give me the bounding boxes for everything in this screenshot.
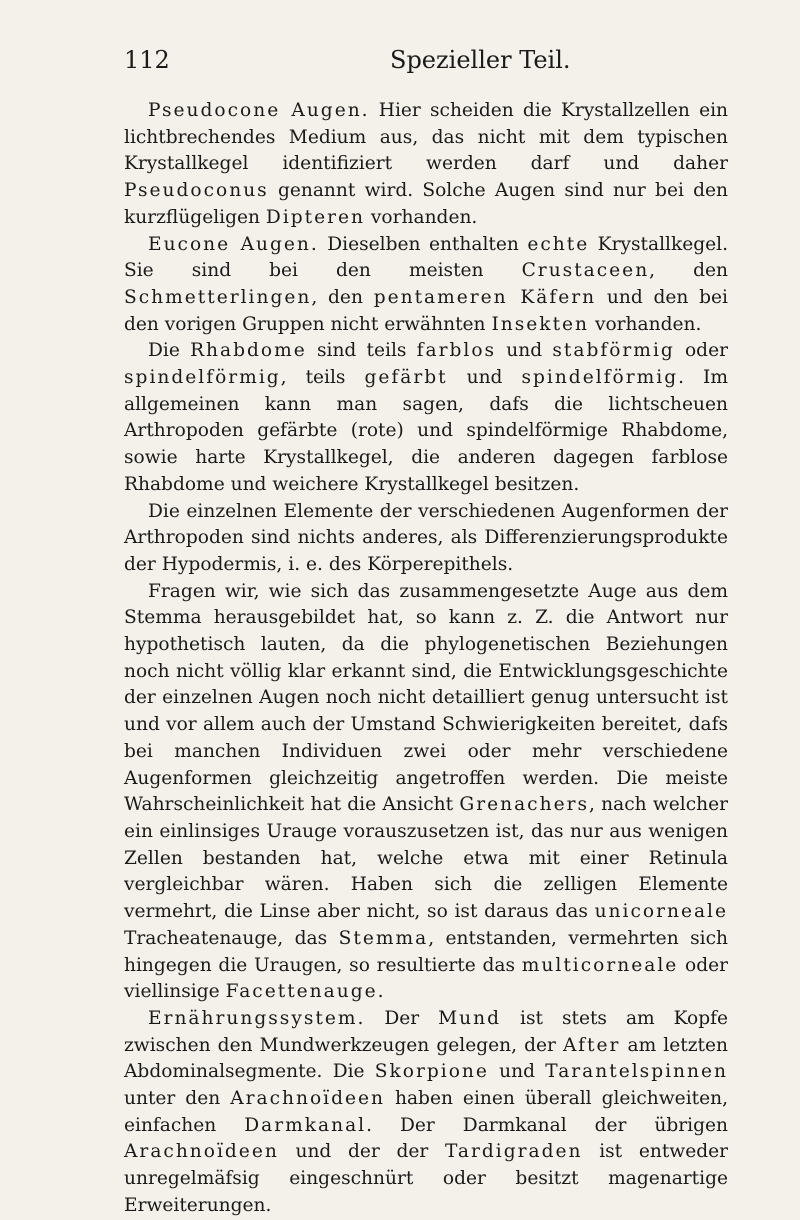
spaced-term: After <box>563 1034 621 1056</box>
page-number: 112 <box>124 46 170 74</box>
spaced-term: Tardigraden <box>444 1141 583 1163</box>
spaced-term: Stemma <box>338 927 429 949</box>
spaced-term: echte <box>527 233 590 255</box>
text-run: . Der Darmkanal der übrigen <box>366 1114 729 1136</box>
text-run: ist stets am Kopfe zwischen den Mundwerkzeugen gelegen, der <box>124 1007 729 1056</box>
paragraph <box>124 1006 728 1220</box>
text-run: und <box>496 340 553 362</box>
text-run: und <box>447 367 522 389</box>
paragraph <box>124 499 728 579</box>
text-run: haben einen überall gleichweiten, einfachen <box>124 1088 728 1136</box>
text-run: Die einzelnen Elemente der verschiedenen Augenformen der Arthropoden sind nichts anderes, als Differenzierungsprodukte der Hypodermis, i. e. des Körperepithels. <box>124 500 728 575</box>
spaced-term: Facettenauge <box>225 981 378 1003</box>
spaced-term: pentameren Käfern <box>373 286 597 308</box>
paragraph <box>124 579 728 1006</box>
text-run: ist entweder unregelmäfsig eingeschnürt oder besitzt magenartige Erweiterungen. <box>124 1141 728 1216</box>
text-run: Der <box>365 1007 439 1029</box>
text-run: , den <box>649 260 729 282</box>
text-run: . Im allgemeinen kann man sagen, dafs die lichtscheuen Arthropoden gefärbte (rote) und spindelförmige Rhabdome, sowie harte Krystallkegel, die anderen dagegen farblose Rhabdome und weichere Krystallkegel besitzen. <box>124 367 728 495</box>
spaced-term: Rhabdome <box>190 340 307 362</box>
spaced-term: Grenachers <box>459 794 590 816</box>
spaced-term: Darmkanal <box>244 1114 367 1136</box>
spaced-term: Arachnoïdeen <box>230 1088 385 1110</box>
spaced-term: unicorneale <box>594 901 728 923</box>
text-run: und <box>488 1061 546 1083</box>
text-run: , nach welcher ein einlinsiges Urauge vorauszusetzen ist, das nur aus wenigen Zellen bestanden hat, welche etwa mit einer Retinula vergleichbar wären. Haben sich die zelligen Elemente vermehrt, die Linse aber nicht, so ist daraus das <box>124 794 728 923</box>
spaced-term: Schmetterlingen <box>124 286 312 308</box>
text-run: oder viellinsige <box>124 954 728 1003</box>
text-run: vorhanden. <box>589 313 702 335</box>
spaced-term: spindelförmig <box>124 367 281 389</box>
text-run: Krystallkegel. Sie sind bei den meisten <box>124 233 728 282</box>
spaced-term: Tarantelspinnen <box>545 1061 728 1083</box>
spaced-term: Insekten <box>491 313 590 335</box>
text-run: Die <box>148 340 191 362</box>
text-run: , entstanden, vermehrten sich hingegen die Uraugen, so resultierte das <box>124 927 728 976</box>
body-text <box>124 98 728 1220</box>
spaced-term: stabförmig <box>552 340 675 362</box>
spaced-term: Ernährungssystem. <box>148 1007 366 1029</box>
text-run: , den <box>311 286 374 308</box>
spaced-term: multicorneale <box>521 954 679 976</box>
text-run: am letzten Abdominalsegmente. Die <box>124 1034 728 1083</box>
running-head: Spezieller Teil. <box>390 46 571 74</box>
spaced-term: Crustaceen <box>521 260 650 282</box>
text-run: Dieselben enthalten <box>318 233 528 255</box>
text-run: Tracheatenauge, das <box>124 927 339 949</box>
text-run: oder <box>674 340 728 362</box>
spaced-term: spindelförmig <box>521 367 679 389</box>
paragraph <box>124 232 728 339</box>
text-run: . <box>377 981 384 1003</box>
text-run: genannt wird. Solche Augen sind nur bei den kurzflügeligen <box>124 180 728 228</box>
spaced-term: Arachnoïdeen <box>124 1141 279 1163</box>
text-run: und der der <box>278 1141 445 1163</box>
spaced-term: gefärbt <box>364 367 448 389</box>
text-run: vorhanden. <box>365 206 478 228</box>
spaced-term: Pseudoconus <box>124 180 269 202</box>
spaced-term: Mund <box>438 1007 502 1029</box>
spaced-term: Dipteren <box>265 206 366 228</box>
paragraph <box>124 98 728 232</box>
text-run: und den bei den vorigen Gruppen nicht erwähnten <box>124 286 728 335</box>
spaced-term: Pseudocone Augen. <box>148 100 370 121</box>
spaced-term: Eucone Augen. <box>148 233 319 255</box>
spaced-term: Skorpione <box>374 1061 489 1083</box>
paragraph <box>124 338 728 498</box>
spaced-term: farblos <box>416 340 497 362</box>
text-run: Fragen wir, wie sich das zusammengesetzte Auge aus dem Stemma herausgebildet hat, so kann z. Z. die Antwort nur hypothetisch lauten, da die phylogenetischen Beziehungen noch nicht völlig klar erkannt sind, die Entwicklungsgeschichte der einzelnen Augen noch nicht detailliert genug untersucht ist und vor allem auch der Umstand Schwierigkeiten bereitet, dafs bei manchen Individuen zwei oder mehr verschiedene Augenformen gleichzeitig angetroffen werden. Die meiste Wahrscheinlichkeit hat die Ansicht <box>124 580 728 816</box>
text-run: , teils <box>280 367 365 389</box>
text-run: unter den <box>124 1088 231 1110</box>
text-run: Hier scheiden die Krystallzellen ein lichtbrechendes Medium aus, das nicht mit dem typischen Krystallkegel identifiziert werden darf und daher <box>124 100 728 175</box>
text-run: sind teils <box>306 340 417 362</box>
